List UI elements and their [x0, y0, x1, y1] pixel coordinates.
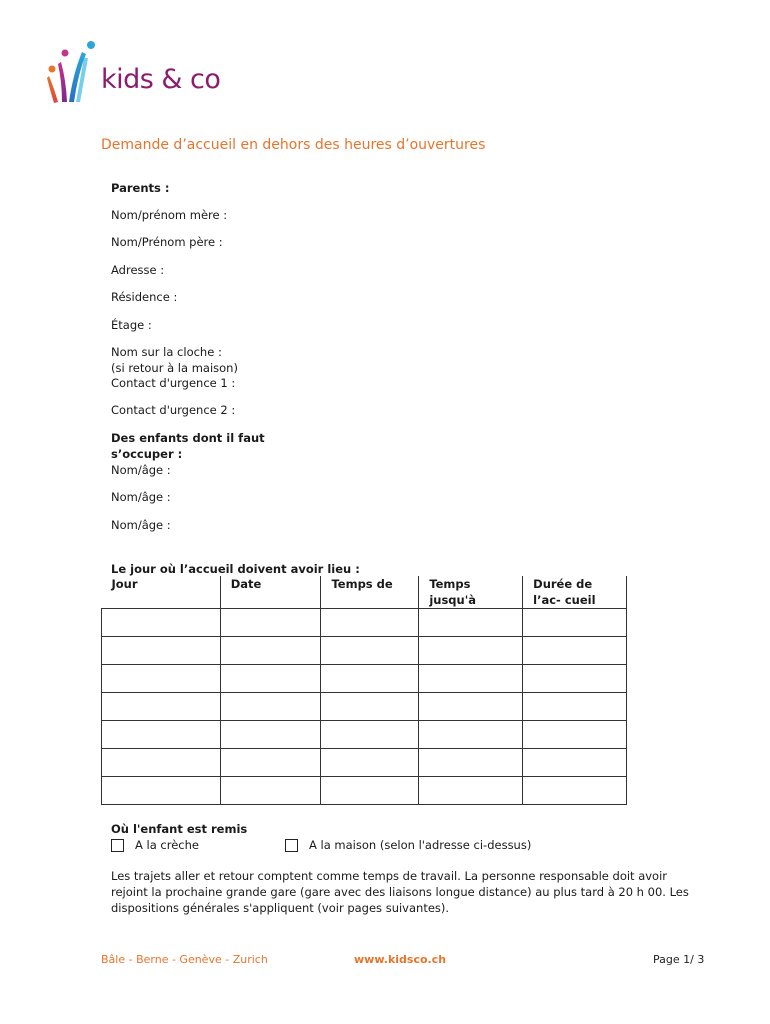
- schedule-table: [101, 576, 627, 805]
- table-row: [102, 637, 627, 665]
- schedule-body: [102, 609, 627, 805]
- table-cell[interactable]: [321, 693, 419, 721]
- bell-name-label: [111, 345, 238, 392]
- parents-heading: Parents :: [111, 181, 170, 195]
- col-time-from: Temps de: [321, 576, 419, 609]
- table-cell[interactable]: [102, 749, 221, 777]
- bell-name-line1: Nom sur la cloche :: [111, 345, 222, 359]
- checkbox-creche[interactable]: [111, 839, 124, 852]
- footer-page-number: Page 1/ 3: [653, 953, 705, 966]
- table-cell[interactable]: [419, 721, 523, 749]
- child-3-label: Nom/âge :: [111, 518, 171, 532]
- table-cell[interactable]: [220, 777, 321, 805]
- table-cell[interactable]: [321, 749, 419, 777]
- travel-note: Les trajets aller et retour comptent comme temps de travail. La personne responsable doit avoir rejoint la prochaine grande gare (gare avec des liaisons longue distance) au plus tard à 20 h 00. Les dispositions générales s'appliquent (voir pages suivantes).: [111, 869, 689, 915]
- table-row: [102, 665, 627, 693]
- table-cell[interactable]: [523, 693, 627, 721]
- child-2-label: Nom/âge :: [111, 490, 171, 504]
- table-cell[interactable]: [523, 609, 627, 637]
- table-cell[interactable]: [419, 637, 523, 665]
- table-cell[interactable]: [321, 637, 419, 665]
- table-cell[interactable]: [220, 749, 321, 777]
- page-title: Demande d’accueil en dehors des heures d’ouvertures: [101, 137, 486, 153]
- table-cell[interactable]: [220, 693, 321, 721]
- children-heading: [111, 431, 265, 462]
- brand-name: kids & co: [101, 64, 221, 95]
- footer-website-link[interactable]: www.kidsco.ch: [354, 953, 447, 966]
- residence-label: Résidence :: [111, 290, 178, 304]
- mother-name-label: Nom/prénom mère :: [111, 208, 228, 222]
- father-name-label: Nom/Prénom père :: [111, 235, 223, 249]
- table-cell[interactable]: [102, 665, 221, 693]
- table-row: [102, 777, 627, 805]
- emergency-contact-1-label: Contact d'urgence 1 :: [111, 376, 236, 390]
- table-row: [102, 609, 627, 637]
- table-cell[interactable]: [102, 609, 221, 637]
- address-label: Adresse :: [111, 263, 165, 277]
- table-cell[interactable]: [321, 721, 419, 749]
- table-row: [102, 749, 627, 777]
- col-duration: Durée de l’ac- cueil: [523, 576, 627, 609]
- table-cell[interactable]: [102, 637, 221, 665]
- table-cell[interactable]: [321, 777, 419, 805]
- floor-label: Étage :: [111, 318, 152, 332]
- location-heading: Où l'enfant est remis: [111, 822, 248, 836]
- footer-cities: Bâle - Berne - Genève - Zurich: [101, 953, 268, 966]
- bell-name-line2: (si retour à la maison): [111, 360, 238, 375]
- schedule-header-row: [102, 576, 627, 609]
- table-cell[interactable]: [523, 721, 627, 749]
- table-cell[interactable]: [321, 665, 419, 693]
- table-cell[interactable]: [220, 665, 321, 693]
- table-cell[interactable]: [523, 749, 627, 777]
- table-cell[interactable]: [419, 749, 523, 777]
- table-cell[interactable]: [220, 609, 321, 637]
- table-cell[interactable]: [523, 777, 627, 805]
- table-cell[interactable]: [102, 721, 221, 749]
- table-cell[interactable]: [321, 609, 419, 637]
- children-heading-line2: s’occuper :: [111, 446, 183, 461]
- table-cell[interactable]: [220, 721, 321, 749]
- option-home[interactable]: [285, 838, 531, 852]
- table-cell[interactable]: [102, 777, 221, 805]
- emergency-contact-2-label: Contact d'urgence 2 :: [111, 403, 236, 417]
- table-cell[interactable]: [102, 693, 221, 721]
- checkbox-home[interactable]: [285, 839, 298, 852]
- table-cell[interactable]: [419, 777, 523, 805]
- children-heading-line1: Des enfants dont il faut: [111, 431, 265, 445]
- table-row: [102, 721, 627, 749]
- col-date: Date: [220, 576, 321, 609]
- table-cell[interactable]: [419, 609, 523, 637]
- table-cell[interactable]: [523, 637, 627, 665]
- table-cell[interactable]: [523, 665, 627, 693]
- child-1-label: Nom/âge :: [111, 463, 171, 477]
- table-cell[interactable]: [220, 637, 321, 665]
- col-time-to: Temps jusqu'à: [419, 576, 523, 609]
- col-day: Jour: [102, 576, 221, 609]
- schedule-heading: Le jour où l’accueil doivent avoir lieu :: [111, 562, 360, 576]
- table-cell[interactable]: [419, 693, 523, 721]
- table-row: [102, 693, 627, 721]
- option-creche[interactable]: [111, 838, 199, 852]
- table-cell[interactable]: [419, 665, 523, 693]
- option-creche-label: A la crèche: [135, 838, 199, 852]
- option-home-label: A la maison (selon l'adresse ci-dessus): [309, 838, 532, 852]
